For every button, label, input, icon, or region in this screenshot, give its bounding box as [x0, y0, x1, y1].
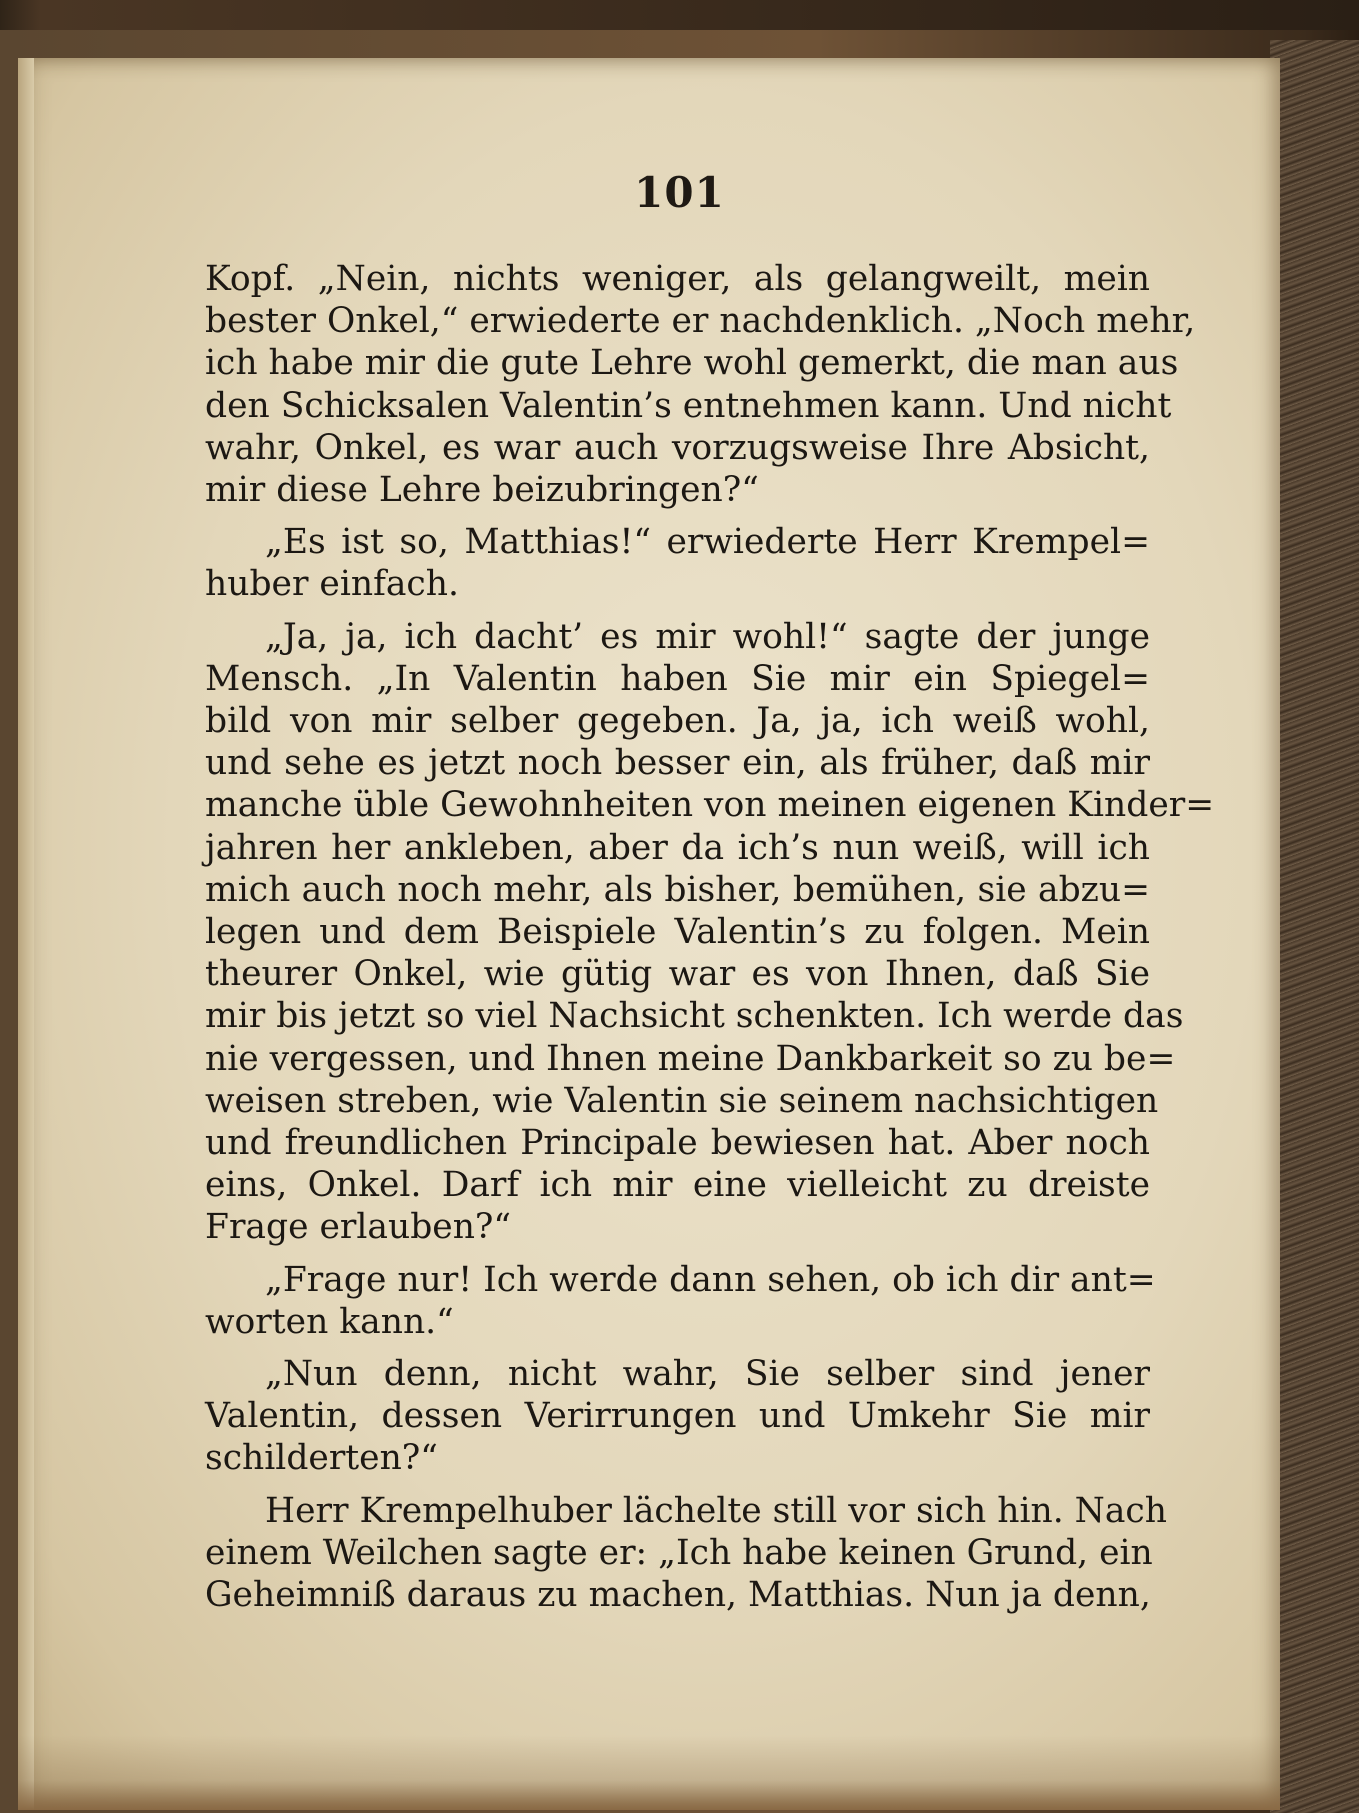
text-line: manche üble Gewohnheiten von meinen eigenen Kinder=	[205, 785, 1215, 826]
text-line: und sehe es jetzt noch besser ein, als früher, daß mir	[205, 743, 1150, 784]
text-line: den Schicksalen Valentin’s entnehmen kann. Und nicht	[205, 385, 1172, 426]
text-line: wahr, Onkel, es war auch vorzugsweise Ihre Absicht,	[205, 427, 1150, 468]
text-line: mir diese Lehre beizubringen?“	[205, 470, 759, 511]
text-line: huber einfach.	[205, 564, 459, 605]
text-line: jahren her ankleben, aber da ich’s nun weiß, will ich	[205, 827, 1150, 868]
text-line: Valentin, dessen Verirrungen und Umkehr Sie mir	[205, 1396, 1150, 1437]
paragraph-1	[205, 258, 1196, 511]
text-line: weisen streben, wie Valentin sie seinem nachsichtigen	[205, 1080, 1159, 1121]
paragraph-6	[205, 1490, 1167, 1617]
text-line: einem Weilchen sagte er: „Ich habe keinen Grund, ein	[205, 1532, 1153, 1573]
page-text	[205, 258, 1215, 1626]
text-line: legen und dem Beispiele Valentin’s zu folgen. Mein	[205, 912, 1150, 953]
page-number: 101	[634, 168, 725, 217]
text-line: Mensch. „In Valentin haben Sie mir ein Spiegel=	[205, 658, 1150, 699]
text-line: bild von mir selber gegeben. Ja, ja, ich weiß wohl,	[205, 701, 1150, 742]
text-line: eins, Onkel. Darf ich mir eine vielleicht zu dreiste	[205, 1165, 1150, 1206]
text-line: nie vergessen, und Ihnen meine Dankbarkeit so zu be=	[205, 1038, 1176, 1079]
page-bottom-edge	[18, 1735, 1280, 1810]
text-line: worten kann.“	[205, 1301, 454, 1342]
text-line: ich habe mir die gute Lehre wohl gemerkt, die man aus	[205, 343, 1179, 384]
page-gutter	[18, 58, 34, 1810]
paragraph-4	[205, 1259, 1156, 1343]
text-line: „Es ist so, Matthias!“ erwiederte Herr Krempel=	[265, 522, 1150, 563]
text-line: mich auch noch mehr, als bisher, bemühen, sie abzu=	[205, 869, 1150, 910]
text-line: Herr Krempelhuber lächelte still vor sich hin. Nach	[265, 1490, 1167, 1531]
text-line: theurer Onkel, wie gütig war es von Ihnen, daß Sie	[205, 954, 1150, 995]
text-line: schilderten?“	[205, 1438, 438, 1479]
text-line: mir bis jetzt so viel Nachsicht schenkten. Ich werde das	[205, 996, 1184, 1037]
text-line: Kopf. „Nein, nichts weniger, als gelangweilt, mein	[205, 259, 1150, 299]
text-line: bester Onkel,“ erwiederte er nachdenklich. „Noch mehr,	[205, 301, 1196, 342]
paragraph-3	[205, 616, 1215, 1249]
text-line: und freundlichen Principale bewiesen hat. Aber noch	[205, 1123, 1150, 1164]
text-line: Geheimniß daraus zu machen, Matthias. Nun ja denn,	[205, 1575, 1151, 1616]
text-line: „Ja, ja, ich dacht’ es mir wohl!“ sagte der junge	[265, 616, 1150, 657]
text-line: „Frage nur! Ich werde dann sehen, ob ich dir ant=	[265, 1259, 1156, 1300]
text-line: „Nun denn, nicht wahr, Sie selber sind jener	[265, 1354, 1150, 1395]
book-cover-edge	[1270, 40, 1359, 1813]
paragraph-5	[205, 1353, 1150, 1480]
paragraph-2	[205, 521, 1150, 605]
text-line: Frage erlauben?“	[205, 1207, 512, 1248]
